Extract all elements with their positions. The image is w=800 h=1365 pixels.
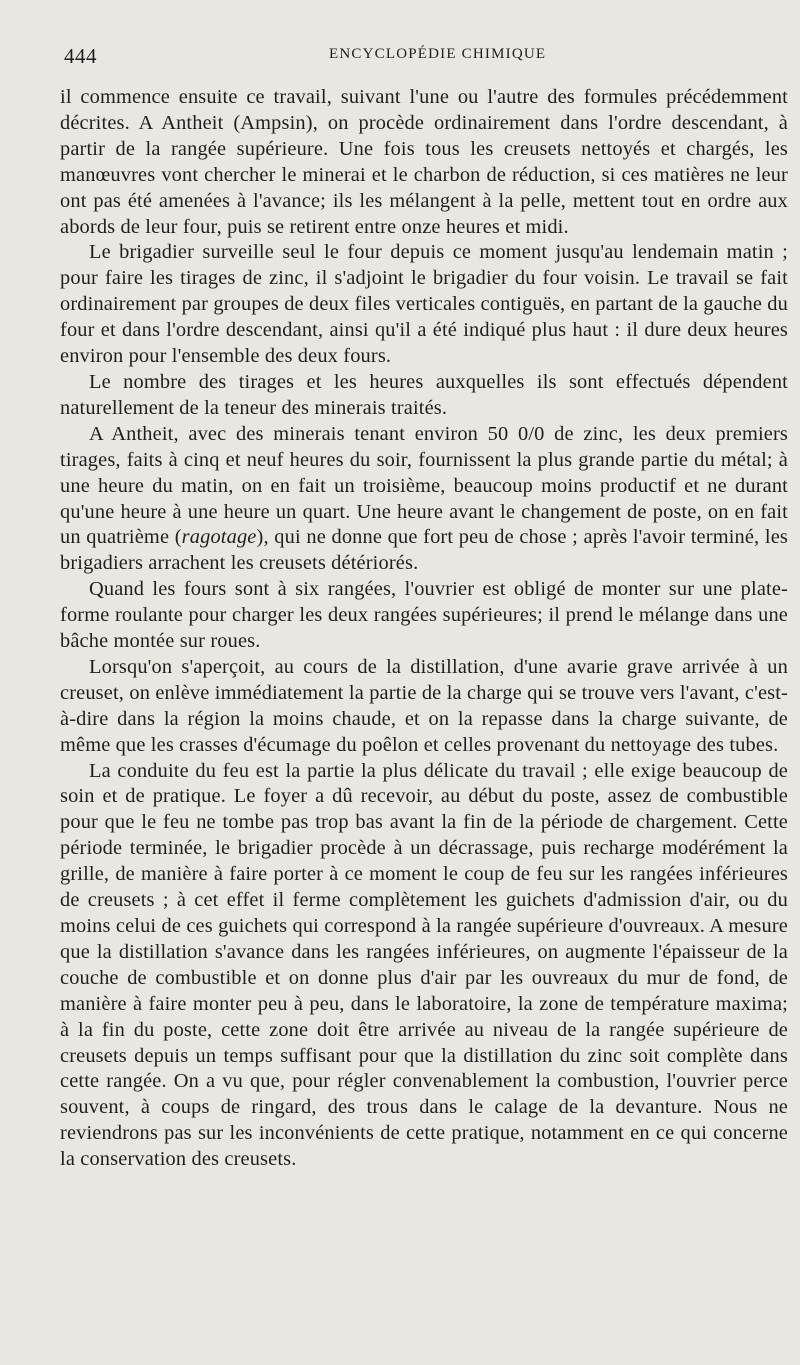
paragraph-text-continued: ), qui ne donne que fort peu de chose ; après l'avoir terminé, les brigadiers arrachent les creusets détériorés. <box>60 526 788 575</box>
page-number: 444 <box>64 44 97 68</box>
paragraph <box>60 370 788 422</box>
paragraph-text: Le nombre des tirages et les heures auxquelles ils sont effectués dépendent naturellement de la teneur des minerais traités. <box>60 370 788 419</box>
page-header <box>64 44 784 68</box>
paragraph-text: La conduite du feu est la partie la plus délicate du travail ; elle exige beaucoup de soin et de pratique. Le foyer a dû recevoir, au début du poste, assez de combustible pour que le feu ne tombe pas trop bas avant la fin de la période de chargement. Cette période terminée, le brigadier procède à un décrassage, puis recharge modérément la grille, de manière à faire porter à ce moment le coup de feu sur les rangées inférieures de creusets ; à cet effet il ferme complètement les guichets d'admission d'air, ou du moins celui de ces guichets qui correspond à la rangée supérieure d'ouvreaux. A mesure que la distillation s'avance dans les rangées inférieures, on augmente l'épaisseur de la couche de combustible et on donne plus d'air par les ouvreaux du mur de fond, de manière à faire monter peu à peu, dans le laboratoire, la zone de température maxima; à la fin du poste, cette zone doit être arrivée au niveau de la rangée supérieure de creusets depuis un temps suffisant pour que la distillation du zinc soit complète dans cette rangée. On a vu que, pour régler convenablement la combustion, l'ouvrier perce souvent, à coups de ringard, des trous dans le calage de la devanture. Nous ne reviendrons pas sur les inconvénients de cette pratique, notamment en ce qui concerne la conservation des creusets. <box>60 759 788 1171</box>
paragraph <box>60 240 788 370</box>
paragraph-text: il commence ensuite ce travail, suivant l'une ou l'autre des formules précédemment décrites. A Antheit (Ampsin), on procède ordinairement dans l'ordre descendant, à partir de la rangée supérieure. Une fois tous les creusets nettoyés et chargés, les manœuvres vont chercher le minerai et le charbon de réduction, si ces matières ne leur ont pas été amenées à l'avance; ils les mélangent à la pelle, mettent tout en ordre aux abords de leur four, puis se retirent entre onze heures et midi. <box>60 86 788 238</box>
paragraph <box>60 85 788 240</box>
paragraph-text: Le brigadier surveille seul le four depuis ce moment jusqu'au lendemain matin ; pour faire les tirages de zinc, il s'adjoint le brigadier du four voisin. Le travail se fait ordinairement par groupes de deux files verticales contiguës, en partant de la gauche du four et dans l'ordre descendant, ainsi qu'il a été indiqué plus haut : il dure deux heures environ pour l'ensemble des deux fours. <box>60 241 788 368</box>
body-text <box>60 85 788 1173</box>
paragraph <box>60 759 788 1174</box>
paragraph-text: Lorsqu'on s'aperçoit, au cours de la distillation, d'une avarie grave arrivée à un creuset, on enlève immédiatement la partie de la charge qui se trouve vers l'avant, c'est-à-dire dans la région la moins chaude, et on la repasse dans la charge suivante, de même que les crasses d'écumage du poêlon et celles provenant du nettoyage des tubes. <box>60 655 788 756</box>
running-title: ENCYCLOPÉDIE CHIMIQUE <box>329 46 547 62</box>
italic-term: ragotage <box>181 526 257 549</box>
paragraph-text: Quand les fours sont à six rangées, l'ouvrier est obligé de monter sur une plate-forme roulante pour charger les deux rangées supérieures; il prend le mélange dans une bâche montée sur roues. <box>60 578 788 653</box>
paragraph-text: A Antheit, avec des minerais tenant environ 50 0/0 de zinc, les deux premiers tirages, faits à cinq et neuf heures du soir, fournissent la plus grande partie du métal; à une heure du matin, on en fait un troisième, beaucoup moins productif et ne durant qu'une heure à une heure un quart. Une heure avant le changement de poste, on en fait un quatrième ( <box>60 422 788 549</box>
paragraph <box>60 655 788 759</box>
paragraph <box>60 422 788 577</box>
paragraph <box>60 577 788 655</box>
